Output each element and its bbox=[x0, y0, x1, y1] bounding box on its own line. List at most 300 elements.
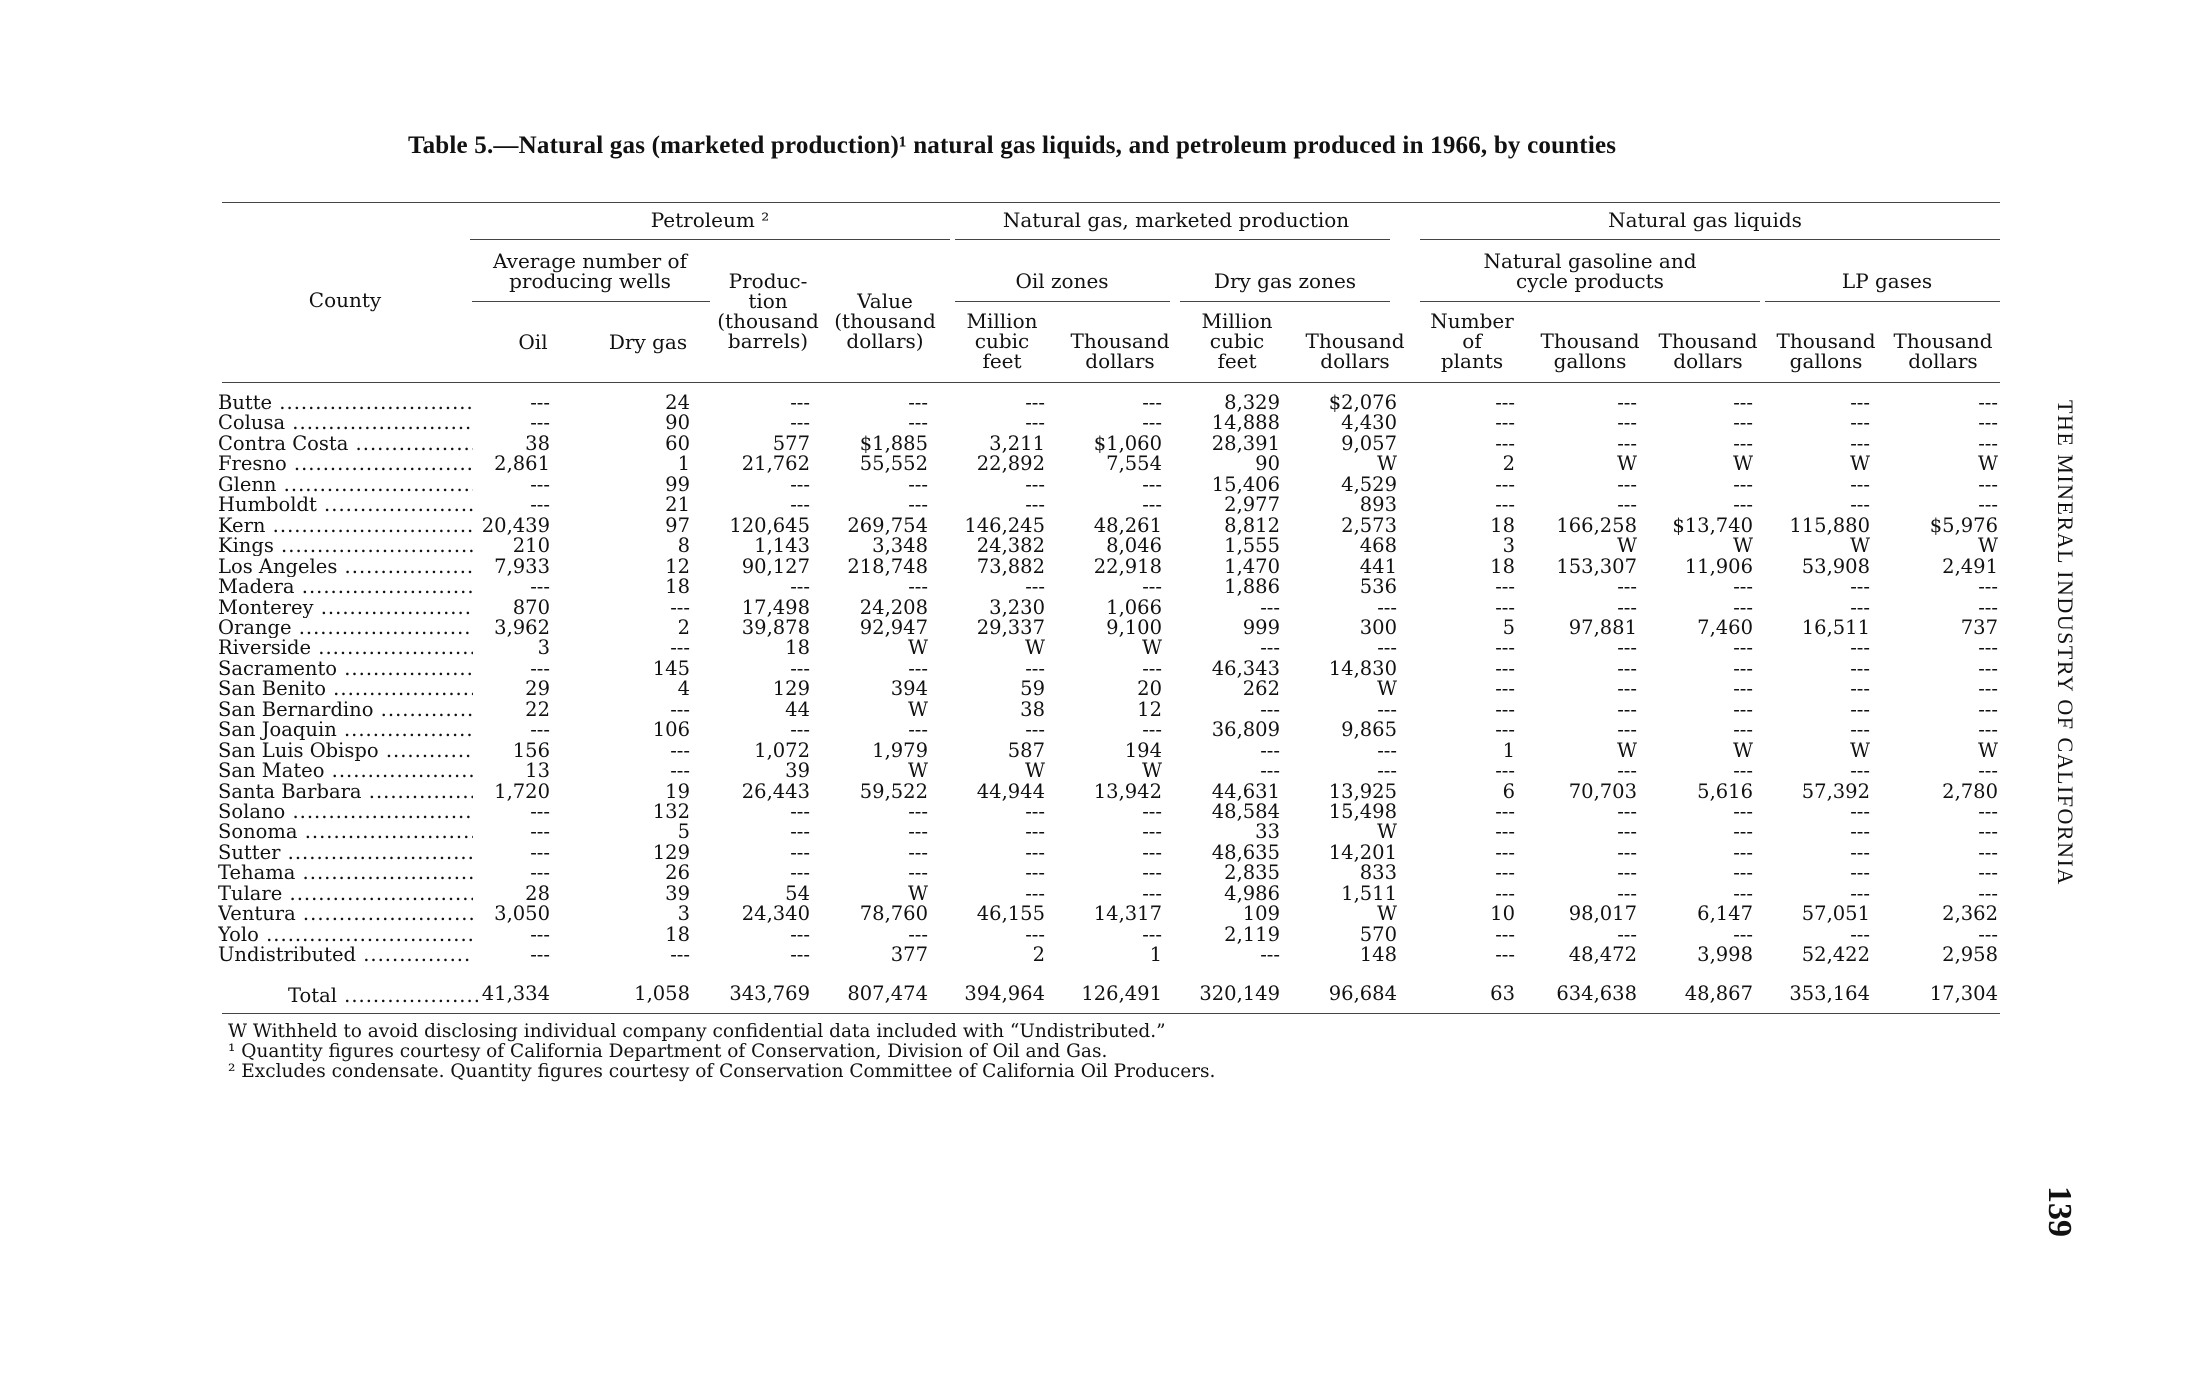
cell-nat-gasoline-dollars: --- bbox=[1733, 698, 1753, 721]
cell-lp-dollars: --- bbox=[1978, 411, 1998, 434]
cell-plants: --- bbox=[1495, 943, 1515, 966]
cell-production: 54 bbox=[785, 882, 810, 905]
cell-oil-zone-dollars: 13,942 bbox=[1093, 780, 1162, 803]
cell-dry-gas-wells: 129 bbox=[652, 841, 690, 864]
cell-oil-wells: --- bbox=[530, 493, 550, 516]
cell-value: --- bbox=[908, 657, 928, 680]
cell-plants: --- bbox=[1495, 657, 1515, 680]
cell-oil-zone-mcf: --- bbox=[1025, 820, 1045, 843]
cell-oil-wells: 13 bbox=[525, 759, 550, 782]
cell-nat-gasoline-dollars: --- bbox=[1733, 493, 1753, 516]
cell-dry-zone-mcf: 999 bbox=[1242, 616, 1280, 639]
cell-oil-zone-mcf: --- bbox=[1025, 411, 1045, 434]
cell-lp-dollars: --- bbox=[1978, 861, 1998, 884]
cell-dry-zone-mcf: 8,812 bbox=[1224, 514, 1280, 537]
cell-lp-dollars: W bbox=[1977, 739, 1998, 762]
cell-lp-gallons: W bbox=[1849, 534, 1870, 557]
county-name: Tehama ..... bbox=[218, 863, 473, 883]
cell-oil-wells: --- bbox=[530, 923, 550, 946]
header-oil-mcf-line2: cubic bbox=[974, 329, 1030, 353]
total-lp-dollars: 17,304 bbox=[1929, 982, 1998, 1005]
cell-oil-wells: 28 bbox=[525, 882, 550, 905]
cell-value: --- bbox=[908, 391, 928, 414]
page-number: 139 bbox=[2041, 1186, 2078, 1237]
cell-dry-zone-mcf: 90 bbox=[1255, 452, 1280, 475]
cell-oil-wells: --- bbox=[530, 391, 550, 414]
cell-oil-zone-dollars: --- bbox=[1142, 391, 1162, 414]
county-name: Orange ..... bbox=[218, 618, 473, 638]
cell-dry-zone-dollars: 833 bbox=[1359, 861, 1397, 884]
county-name: Butte ..... bbox=[218, 393, 473, 413]
cell-plants: --- bbox=[1495, 800, 1515, 823]
county-name: San Bernardino ..... bbox=[218, 700, 473, 720]
cell-lp-dollars: --- bbox=[1978, 636, 1998, 659]
cell-dry-zone-dollars: W bbox=[1376, 820, 1397, 843]
cell-dry-zone-dollars: W bbox=[1376, 452, 1397, 475]
header-dry-mcf-line3: feet bbox=[1217, 349, 1257, 373]
cell-production: --- bbox=[790, 800, 810, 823]
cell-oil-wells: --- bbox=[530, 411, 550, 434]
cell-nat-gasoline-dollars: 11,906 bbox=[1684, 555, 1753, 578]
cell-lp-gallons: --- bbox=[1850, 432, 1870, 455]
cell-plants: --- bbox=[1495, 575, 1515, 598]
cell-dry-zone-dollars: --- bbox=[1377, 739, 1397, 762]
header-production-line1: Produc- bbox=[728, 269, 808, 293]
cell-dry-zone-dollars: 1,511 bbox=[1341, 882, 1397, 905]
header-dry-gas-zones: Dry gas zones bbox=[1213, 269, 1357, 293]
cell-value: W bbox=[907, 698, 928, 721]
total-value: 807,474 bbox=[847, 982, 928, 1005]
cell-dry-gas-wells: 18 bbox=[665, 923, 690, 946]
cell-value: W bbox=[907, 882, 928, 905]
cell-nat-gasoline-dollars: --- bbox=[1733, 882, 1753, 905]
cell-dry-gas-wells: 132 bbox=[652, 800, 690, 823]
cell-oil-wells: 3,962 bbox=[494, 616, 550, 639]
county-name: Riverside ..... bbox=[218, 638, 473, 658]
cell-dry-gas-wells: 145 bbox=[652, 657, 690, 680]
cell-lp-gallons: W bbox=[1849, 452, 1870, 475]
header-value-line1: Value bbox=[857, 289, 913, 313]
cell-dry-gas-wells: 60 bbox=[665, 432, 690, 455]
cell-dry-zone-mcf: 1,470 bbox=[1224, 555, 1280, 578]
cell-nat-gasoline-dollars: --- bbox=[1733, 677, 1753, 700]
cell-oil-zone-mcf: 46,155 bbox=[976, 902, 1045, 925]
county-name: Humboldt ..... bbox=[218, 495, 473, 515]
cell-dry-zone-mcf: --- bbox=[1260, 943, 1280, 966]
cell-oil-zone-dollars: 9,100 bbox=[1106, 616, 1162, 639]
cell-lp-dollars: 2,362 bbox=[1942, 902, 1998, 925]
cell-dry-zone-dollars: 4,529 bbox=[1341, 473, 1397, 496]
cell-nat-gasoline-gallons: --- bbox=[1617, 841, 1637, 864]
cell-nat-gasoline-gallons: --- bbox=[1617, 575, 1637, 598]
cell-dry-gas-wells: 3 bbox=[677, 902, 690, 925]
subgroup-rule-lp bbox=[1765, 301, 2000, 302]
cell-production: 1,143 bbox=[754, 534, 810, 557]
cell-dry-gas-wells: 97 bbox=[665, 514, 690, 537]
cell-plants: 18 bbox=[1490, 555, 1515, 578]
cell-nat-gasoline-gallons: --- bbox=[1617, 800, 1637, 823]
cell-oil-wells: 3 bbox=[537, 636, 550, 659]
top-rule bbox=[222, 202, 2000, 203]
cell-nat-gasoline-gallons: 166,258 bbox=[1556, 514, 1637, 537]
cell-dry-zone-mcf: --- bbox=[1260, 596, 1280, 619]
total-plants: 63 bbox=[1490, 982, 1515, 1005]
cell-oil-zone-mcf: 3,211 bbox=[989, 432, 1045, 455]
cell-oil-wells: 2,861 bbox=[494, 452, 550, 475]
header-oil-zones: Oil zones bbox=[1015, 269, 1109, 293]
header-lp-gallons-line2: gallons bbox=[1789, 349, 1863, 373]
header-nat-gasoline-line1: Natural gasoline and bbox=[1483, 249, 1697, 273]
header-production-line3: (thousand bbox=[717, 309, 819, 333]
cell-dry-zone-dollars: --- bbox=[1377, 596, 1397, 619]
cell-oil-zone-mcf: 22,892 bbox=[976, 452, 1045, 475]
county-name: Fresno ..... bbox=[218, 454, 473, 474]
county-name: Yolo ..... bbox=[218, 925, 473, 945]
cell-lp-dollars: --- bbox=[1978, 391, 1998, 414]
cell-dry-zone-mcf: 15,406 bbox=[1211, 473, 1280, 496]
cell-oil-zone-mcf: 2 bbox=[1032, 943, 1045, 966]
cell-production: 129 bbox=[772, 677, 810, 700]
group-rule-natural-gas bbox=[955, 239, 1390, 240]
cell-lp-dollars: --- bbox=[1978, 882, 1998, 905]
cell-dry-gas-wells: --- bbox=[670, 739, 690, 762]
total-oil-zone-dollars: 126,491 bbox=[1081, 982, 1162, 1005]
cell-oil-zone-dollars: 1 bbox=[1149, 943, 1162, 966]
cell-oil-wells: 3,050 bbox=[494, 902, 550, 925]
cell-oil-wells: --- bbox=[530, 575, 550, 598]
cell-nat-gasoline-dollars: $13,740 bbox=[1672, 514, 1753, 537]
cell-nat-gasoline-dollars: --- bbox=[1733, 411, 1753, 434]
cell-production: --- bbox=[790, 841, 810, 864]
cell-value: 24,208 bbox=[859, 596, 928, 619]
cell-oil-zone-mcf: 3,230 bbox=[989, 596, 1045, 619]
cell-plants: --- bbox=[1495, 473, 1515, 496]
cell-dry-zone-mcf: 8,329 bbox=[1224, 391, 1280, 414]
cell-dry-gas-wells: 21 bbox=[665, 493, 690, 516]
county-name: Solano ..... bbox=[218, 802, 473, 822]
cell-oil-zone-mcf: W bbox=[1024, 759, 1045, 782]
county-name: Kern ..... bbox=[218, 516, 473, 536]
header-ngl-gallons-line2: gallons bbox=[1553, 349, 1627, 373]
county-name: Sacramento ..... bbox=[218, 659, 473, 679]
cell-oil-wells: 29 bbox=[525, 677, 550, 700]
cell-nat-gasoline-dollars: --- bbox=[1733, 473, 1753, 496]
cell-plants: --- bbox=[1495, 759, 1515, 782]
cell-production: --- bbox=[790, 391, 810, 414]
total-dry-gas-wells: 1,058 bbox=[634, 982, 690, 1005]
footnote-2: ² Excludes condensate. Quantity figures courtesy of Conservation Committee of California Oil Producers. bbox=[228, 1061, 1216, 1082]
cell-dry-zone-dollars: 570 bbox=[1359, 923, 1397, 946]
cell-oil-wells: --- bbox=[530, 657, 550, 680]
cell-production: 18 bbox=[785, 636, 810, 659]
cell-lp-dollars: --- bbox=[1978, 493, 1998, 516]
cell-oil-zone-dollars: W bbox=[1141, 636, 1162, 659]
group-rule-petroleum bbox=[470, 239, 950, 240]
cell-value: W bbox=[907, 759, 928, 782]
cell-dry-zone-dollars: 4,430 bbox=[1341, 411, 1397, 434]
cell-nat-gasoline-dollars: --- bbox=[1733, 923, 1753, 946]
subgroup-rule-dry-gas bbox=[1180, 301, 1390, 302]
cell-production: 39,878 bbox=[741, 616, 810, 639]
county-name: Undistributed ..... bbox=[218, 945, 473, 965]
total-oil-zone-mcf: 394,964 bbox=[964, 982, 1045, 1005]
cell-lp-dollars: --- bbox=[1978, 575, 1998, 598]
cell-lp-dollars: 2,958 bbox=[1942, 943, 1998, 966]
cell-dry-gas-wells: 5 bbox=[677, 820, 690, 843]
cell-lp-gallons: --- bbox=[1850, 861, 1870, 884]
cell-oil-zone-dollars: 20 bbox=[1137, 677, 1162, 700]
cell-dry-zone-mcf: 33 bbox=[1255, 820, 1280, 843]
header-oil-dollars-line2: dollars bbox=[1085, 349, 1155, 373]
cell-value: --- bbox=[908, 411, 928, 434]
total-oil-wells: 41,334 bbox=[481, 982, 550, 1005]
cell-lp-dollars: --- bbox=[1978, 718, 1998, 741]
cell-dry-gas-wells: 90 bbox=[665, 411, 690, 434]
cell-oil-zone-mcf: 587 bbox=[1007, 739, 1045, 762]
cell-nat-gasoline-gallons: --- bbox=[1617, 391, 1637, 414]
cell-oil-zone-dollars: --- bbox=[1142, 800, 1162, 823]
header-petroleum: Petroleum ² bbox=[650, 208, 770, 232]
footnote-w: W Withheld to avoid disclosing individual company confidential data included with “Undistributed.” bbox=[228, 1021, 1166, 1042]
cell-nat-gasoline-dollars: --- bbox=[1733, 820, 1753, 843]
cell-nat-gasoline-gallons: --- bbox=[1617, 657, 1637, 680]
cell-oil-zone-dollars: 8,046 bbox=[1106, 534, 1162, 557]
cell-nat-gasoline-dollars: --- bbox=[1733, 759, 1753, 782]
cell-oil-wells: --- bbox=[530, 861, 550, 884]
cell-nat-gasoline-dollars: W bbox=[1732, 739, 1753, 762]
header-county: County bbox=[308, 288, 382, 312]
cell-value: 92,947 bbox=[859, 616, 928, 639]
header-oil: Oil bbox=[518, 330, 548, 354]
cell-lp-gallons: --- bbox=[1850, 493, 1870, 516]
cell-production: 120,645 bbox=[729, 514, 810, 537]
cell-oil-zone-mcf: 44,944 bbox=[976, 780, 1045, 803]
cell-lp-dollars: --- bbox=[1978, 820, 1998, 843]
total-dry-zone-dollars: 96,684 bbox=[1328, 982, 1397, 1005]
cell-lp-gallons: --- bbox=[1850, 759, 1870, 782]
cell-oil-zone-dollars: --- bbox=[1142, 473, 1162, 496]
cell-oil-zone-dollars: 194 bbox=[1124, 739, 1162, 762]
cell-production: 44 bbox=[785, 698, 810, 721]
cell-dry-gas-wells: --- bbox=[670, 943, 690, 966]
header-oil-mcf-line3: feet bbox=[982, 349, 1022, 373]
county-name: Sonoma ..... bbox=[218, 822, 473, 842]
county-name: Glenn ..... bbox=[218, 475, 473, 495]
header-production-line2: tion bbox=[748, 289, 788, 313]
cell-nat-gasoline-dollars: --- bbox=[1733, 800, 1753, 823]
table-title: Table 5.—Natural gas (marketed production)¹ natural gas liquids, and petroleum produced in 1966, by counties bbox=[408, 132, 1617, 159]
cell-nat-gasoline-dollars: --- bbox=[1733, 391, 1753, 414]
cell-oil-zone-mcf: --- bbox=[1025, 718, 1045, 741]
cell-oil-zone-mcf: --- bbox=[1025, 493, 1045, 516]
cell-dry-zone-dollars: 15,498 bbox=[1328, 800, 1397, 823]
cell-production: 90,127 bbox=[741, 555, 810, 578]
cell-lp-gallons: 16,511 bbox=[1801, 616, 1870, 639]
cell-production: 577 bbox=[772, 432, 810, 455]
cell-dry-zone-dollars: 893 bbox=[1359, 493, 1397, 516]
cell-nat-gasoline-gallons: --- bbox=[1617, 759, 1637, 782]
cell-oil-wells: --- bbox=[530, 718, 550, 741]
cell-nat-gasoline-gallons: --- bbox=[1617, 432, 1637, 455]
cell-value: --- bbox=[908, 718, 928, 741]
cell-dry-zone-mcf: 2,977 bbox=[1224, 493, 1280, 516]
cell-dry-zone-mcf: --- bbox=[1260, 759, 1280, 782]
county-name: San Mateo ..... bbox=[218, 761, 473, 781]
header-dry-mcf-line1: Million bbox=[1201, 309, 1273, 333]
header-plants-line3: plants bbox=[1440, 349, 1504, 373]
cell-dry-zone-mcf: --- bbox=[1260, 739, 1280, 762]
cell-dry-zone-mcf: 46,343 bbox=[1211, 657, 1280, 680]
cell-oil-zone-mcf: 24,382 bbox=[976, 534, 1045, 557]
cell-production: 1,072 bbox=[754, 739, 810, 762]
cell-nat-gasoline-gallons: --- bbox=[1617, 411, 1637, 434]
cell-nat-gasoline-dollars: 5,616 bbox=[1697, 780, 1753, 803]
cell-plants: --- bbox=[1495, 882, 1515, 905]
cell-oil-zone-dollars: --- bbox=[1142, 657, 1162, 680]
cell-dry-zone-mcf: --- bbox=[1260, 636, 1280, 659]
cell-plants: --- bbox=[1495, 636, 1515, 659]
cell-plants: 5 bbox=[1502, 616, 1515, 639]
cell-lp-gallons: 57,051 bbox=[1801, 902, 1870, 925]
cell-plants: --- bbox=[1495, 596, 1515, 619]
cell-lp-dollars: --- bbox=[1978, 432, 1998, 455]
cell-plants: --- bbox=[1495, 411, 1515, 434]
cell-oil-wells: --- bbox=[530, 800, 550, 823]
cell-value: $1,885 bbox=[859, 432, 928, 455]
cell-value: --- bbox=[908, 493, 928, 516]
cell-oil-zone-mcf: --- bbox=[1025, 657, 1045, 680]
county-name: Santa Barbara ..... bbox=[218, 782, 473, 802]
cell-dry-zone-dollars: --- bbox=[1377, 698, 1397, 721]
header-dry-dollars-line1: Thousand bbox=[1305, 329, 1405, 353]
cell-oil-zone-mcf: --- bbox=[1025, 800, 1045, 823]
cell-oil-wells: 20,439 bbox=[481, 514, 550, 537]
cell-nat-gasoline-gallons: --- bbox=[1617, 596, 1637, 619]
header-oil-dollars-line1: Thousand bbox=[1070, 329, 1170, 353]
header-dry-gas: Dry gas bbox=[608, 330, 688, 354]
county-name: Contra Costa ..... bbox=[218, 434, 473, 454]
cell-nat-gasoline-dollars: --- bbox=[1733, 596, 1753, 619]
cell-oil-zone-mcf: --- bbox=[1025, 473, 1045, 496]
cell-nat-gasoline-gallons: --- bbox=[1617, 820, 1637, 843]
cell-dry-zone-dollars: 441 bbox=[1359, 555, 1397, 578]
cell-oil-zone-dollars: 14,317 bbox=[1093, 902, 1162, 925]
cell-lp-gallons: 52,422 bbox=[1801, 943, 1870, 966]
cell-oil-zone-mcf: --- bbox=[1025, 575, 1045, 598]
cell-dry-zone-dollars: 300 bbox=[1359, 616, 1397, 639]
cell-dry-gas-wells: 106 bbox=[652, 718, 690, 741]
header-avg-wells-line2: producing wells bbox=[509, 269, 671, 293]
header-plants-line2: of bbox=[1462, 329, 1482, 353]
cell-value: 394 bbox=[890, 677, 928, 700]
header-dry-mcf-line2: cubic bbox=[1209, 329, 1265, 353]
header-avg-wells-line1: Average number of bbox=[493, 249, 687, 273]
cell-value: --- bbox=[908, 861, 928, 884]
cell-production: --- bbox=[790, 861, 810, 884]
county-name: Monterey ..... bbox=[218, 598, 473, 618]
cell-lp-dollars: --- bbox=[1978, 759, 1998, 782]
cell-dry-gas-wells: 1 bbox=[677, 452, 690, 475]
cell-lp-dollars: --- bbox=[1978, 841, 1998, 864]
cell-production: --- bbox=[790, 923, 810, 946]
cell-oil-zone-dollars: 12 bbox=[1137, 698, 1162, 721]
cell-oil-wells: --- bbox=[530, 473, 550, 496]
cell-oil-zone-mcf: 146,245 bbox=[964, 514, 1045, 537]
cell-plants: 18 bbox=[1490, 514, 1515, 537]
cell-lp-dollars: --- bbox=[1978, 800, 1998, 823]
header-lp-dollars-line2: dollars bbox=[1908, 349, 1978, 373]
cell-dry-gas-wells: --- bbox=[670, 698, 690, 721]
cell-production: --- bbox=[790, 493, 810, 516]
cell-nat-gasoline-dollars: 7,460 bbox=[1697, 616, 1753, 639]
cell-dry-zone-dollars: 14,830 bbox=[1328, 657, 1397, 680]
cell-dry-zone-dollars: 9,057 bbox=[1341, 432, 1397, 455]
cell-dry-gas-wells: 26 bbox=[665, 861, 690, 884]
cell-dry-zone-dollars: W bbox=[1376, 677, 1397, 700]
total-rule bbox=[222, 1013, 2000, 1014]
header-value-line3: dollars) bbox=[846, 329, 924, 353]
cell-oil-zone-dollars: --- bbox=[1142, 841, 1162, 864]
total-production: 343,769 bbox=[729, 982, 810, 1005]
cell-lp-dollars: --- bbox=[1978, 698, 1998, 721]
cell-dry-zone-mcf: 4,986 bbox=[1224, 882, 1280, 905]
cell-oil-wells: --- bbox=[530, 841, 550, 864]
county-name: Sutter ..... bbox=[218, 843, 473, 863]
cell-nat-gasoline-dollars: --- bbox=[1733, 718, 1753, 741]
cell-oil-zone-dollars: --- bbox=[1142, 923, 1162, 946]
cell-plants: 2 bbox=[1502, 452, 1515, 475]
cell-nat-gasoline-gallons: W bbox=[1616, 739, 1637, 762]
cell-lp-dollars: --- bbox=[1978, 596, 1998, 619]
cell-dry-zone-dollars: --- bbox=[1377, 759, 1397, 782]
cell-nat-gasoline-gallons: 153,307 bbox=[1556, 555, 1637, 578]
cell-nat-gasoline-dollars: --- bbox=[1733, 432, 1753, 455]
cell-plants: --- bbox=[1495, 432, 1515, 455]
cell-dry-zone-mcf: 14,888 bbox=[1211, 411, 1280, 434]
cell-production: 39 bbox=[785, 759, 810, 782]
cell-oil-wells: 156 bbox=[512, 739, 550, 762]
cell-production: --- bbox=[790, 473, 810, 496]
header-ngl-gallons-line1: Thousand bbox=[1540, 329, 1640, 353]
county-name: San Luis Obispo ..... bbox=[218, 741, 473, 761]
cell-dry-gas-wells: 39 bbox=[665, 882, 690, 905]
cell-nat-gasoline-gallons: W bbox=[1616, 534, 1637, 557]
county-name: Ventura ..... bbox=[218, 904, 473, 924]
cell-dry-gas-wells: 8 bbox=[677, 534, 690, 557]
cell-production: 17,498 bbox=[741, 596, 810, 619]
cell-plants: 1 bbox=[1502, 739, 1515, 762]
cell-plants: --- bbox=[1495, 861, 1515, 884]
cell-oil-zone-mcf: 59 bbox=[1020, 677, 1045, 700]
cell-lp-gallons: --- bbox=[1850, 677, 1870, 700]
cell-dry-zone-dollars: 148 bbox=[1359, 943, 1397, 966]
cell-dry-gas-wells: --- bbox=[670, 759, 690, 782]
cell-lp-dollars: 2,491 bbox=[1942, 555, 1998, 578]
cell-dry-gas-wells: --- bbox=[670, 636, 690, 659]
cell-nat-gasoline-gallons: 70,703 bbox=[1568, 780, 1637, 803]
cell-lp-gallons: --- bbox=[1850, 411, 1870, 434]
cell-dry-gas-wells: 19 bbox=[665, 780, 690, 803]
header-nat-gasoline-line2: cycle products bbox=[1516, 269, 1664, 293]
footnote-1: ¹ Quantity figures courtesy of California Department of Conservation, Division of Oil and Gas. bbox=[228, 1041, 1108, 1062]
cell-plants: --- bbox=[1495, 698, 1515, 721]
cell-production: 21,762 bbox=[741, 452, 810, 475]
cell-dry-zone-dollars: 13,925 bbox=[1328, 780, 1397, 803]
cell-dry-zone-mcf: 109 bbox=[1242, 902, 1280, 925]
cell-production: --- bbox=[790, 718, 810, 741]
cell-oil-zone-dollars: W bbox=[1141, 759, 1162, 782]
cell-nat-gasoline-dollars: --- bbox=[1733, 636, 1753, 659]
